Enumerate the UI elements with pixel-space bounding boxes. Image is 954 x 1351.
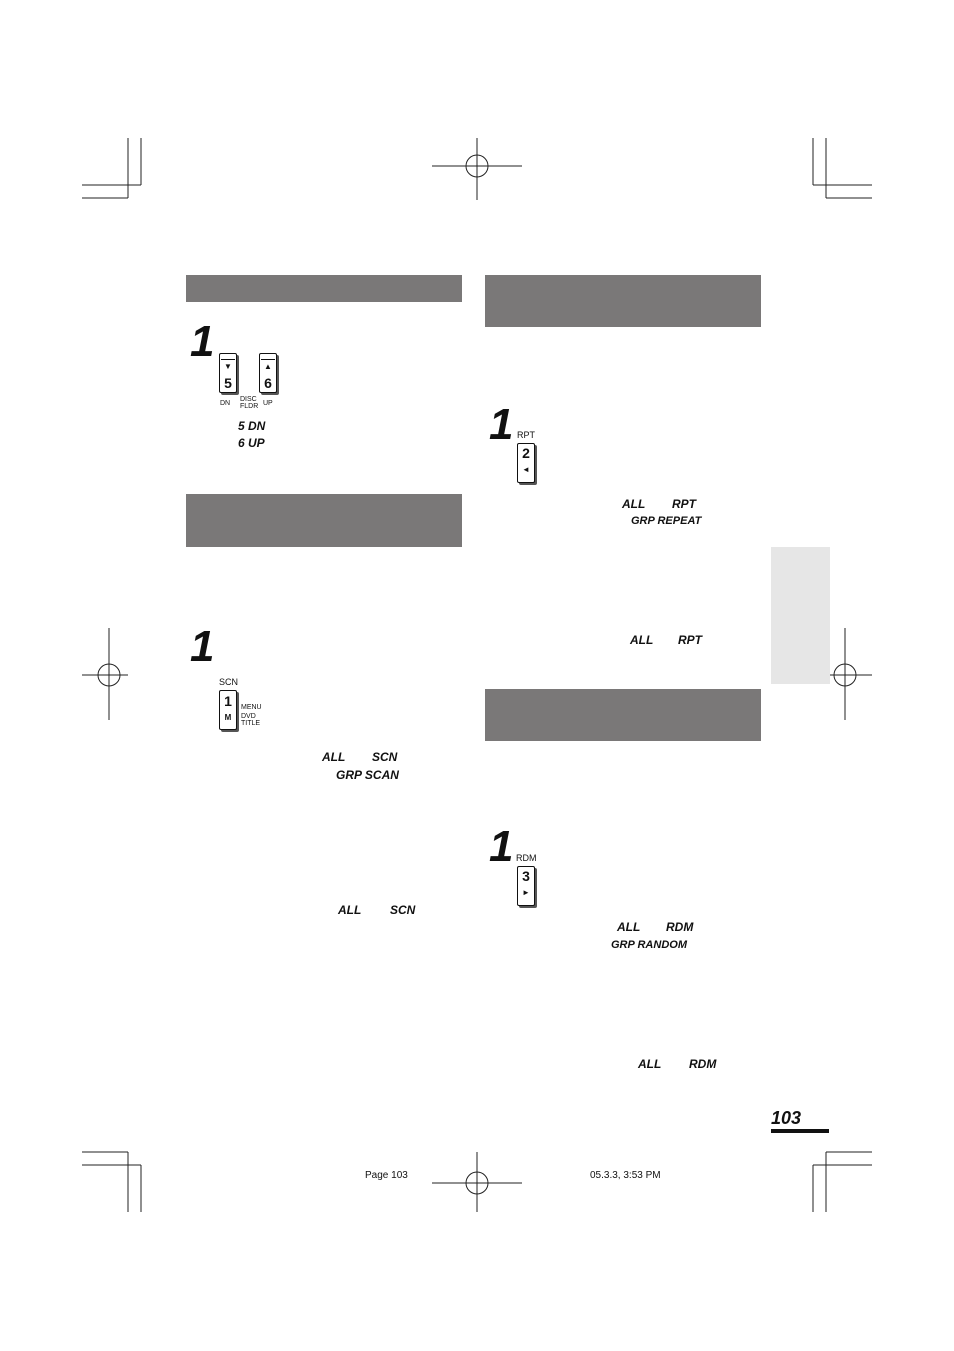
text-all: ALL xyxy=(630,633,654,647)
text-grp-random: GRP RANDOM xyxy=(611,939,687,951)
key-6-up-button xyxy=(259,353,277,393)
step-number: 1 xyxy=(489,400,514,449)
key-label-rpt: RPT xyxy=(517,430,535,440)
label-title: TITLE xyxy=(241,720,261,727)
step-number: 1 xyxy=(190,622,215,671)
text-all: ALL xyxy=(617,920,641,934)
key-1-scan-button xyxy=(219,690,237,730)
text-grp-scan: GRP SCAN xyxy=(336,768,399,782)
triangle-up-icon: ▲ xyxy=(264,362,272,371)
step-number: 1 xyxy=(489,822,514,871)
text-all: ALL xyxy=(622,497,646,511)
text-all: ALL xyxy=(322,750,346,764)
triangle-right-icon: ► xyxy=(522,888,530,897)
page-number-rule xyxy=(771,1129,829,1133)
text-6-up: 6 UP xyxy=(238,436,265,450)
key-label-scn: SCN xyxy=(219,677,239,687)
section-bar-repeat xyxy=(485,275,761,327)
text-scn: SCN xyxy=(390,903,416,917)
key-label-dn: DN xyxy=(220,400,231,407)
key-number: 1 xyxy=(224,693,232,709)
footer-page: Page 103 xyxy=(365,1170,408,1181)
text-scn: SCN xyxy=(372,750,398,764)
triangle-left-icon: ◄ xyxy=(522,465,530,474)
text-all: ALL xyxy=(638,1057,662,1071)
key-label-rdm: RDM xyxy=(516,853,537,863)
key-label-fldr: FLDR xyxy=(240,403,259,410)
section-bar-random xyxy=(485,689,761,741)
text-rpt: RPT xyxy=(678,633,702,647)
text-5-dn: 5 DN xyxy=(238,419,266,433)
key-number: 5 xyxy=(224,375,232,391)
text-rpt: RPT xyxy=(672,497,696,511)
page-number: 103 xyxy=(771,1108,802,1128)
key-number: 3 xyxy=(522,868,530,884)
label-dvd: DVD xyxy=(241,713,256,720)
side-index-tab xyxy=(771,547,830,684)
key-label-up: UP xyxy=(263,400,273,407)
key-5-down-button xyxy=(219,353,237,393)
text-rdm: RDM xyxy=(689,1057,717,1071)
key-3-random-button xyxy=(517,866,535,906)
key-sub-label: M xyxy=(224,713,232,722)
triangle-down-icon: ▼ xyxy=(224,362,232,371)
key-number: 6 xyxy=(264,375,272,391)
section-bar-scan xyxy=(186,494,462,547)
text-all: ALL xyxy=(338,903,362,917)
label-menu: MENU xyxy=(241,704,262,711)
key-2-repeat-button xyxy=(517,443,535,483)
text-rdm: RDM xyxy=(666,920,694,934)
footer-timestamp: 05.3.3, 3:53 PM xyxy=(590,1170,661,1181)
key-label-disc: DISC xyxy=(240,396,257,403)
text-grp-repeat: GRP REPEAT xyxy=(631,515,702,527)
key-number: 2 xyxy=(522,445,530,461)
step-number: 1 xyxy=(190,317,215,366)
section-bar-folder-select xyxy=(186,275,462,302)
